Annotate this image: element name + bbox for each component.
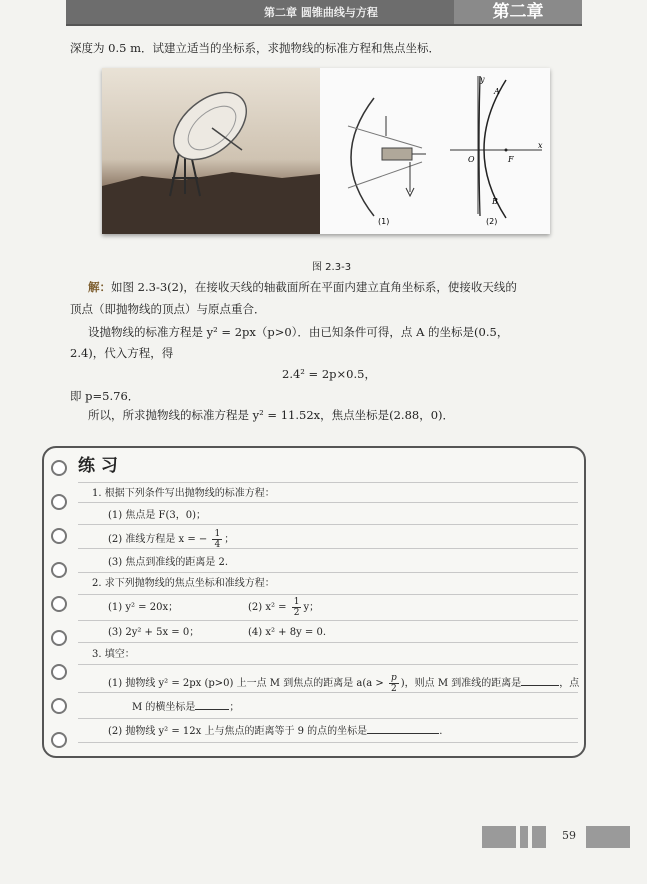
exercise-q3: 3. 填空： (92, 649, 135, 660)
footer-bar (586, 826, 630, 848)
page-header (66, 0, 582, 26)
radio-telescope-photo (102, 68, 320, 234)
page-number: 59 (562, 829, 576, 842)
x-axis-label: x (538, 141, 543, 150)
binder-ring-icon (51, 528, 67, 544)
exercise-q3-2: (2) 抛物线 y² = 12x 上与焦点的距离等于 9 的点的坐标是 . (108, 726, 443, 737)
dish-cross-section-icon (326, 76, 438, 226)
footer-bar (520, 826, 528, 848)
exercise-q2-1: (1) y² = 20x； (108, 602, 179, 613)
point-a-label: A (494, 87, 500, 96)
exercise-q3-1-line2: M 的横坐标是 ； (132, 702, 240, 713)
radio-telescope-icon (102, 68, 320, 234)
origin-label: O (468, 155, 475, 164)
solution-line-2: 顶点（即抛物线的顶点）与原点重合． (70, 302, 266, 316)
exercise-q2-3: (3) 2y² + 5x = 0； (108, 627, 200, 638)
exercise-q1-3: (3) 焦点到准线的距离是 2. (108, 557, 229, 568)
footer-bar (482, 826, 516, 848)
exercise-q1-2: (2) 准线方程是 x = − $\frac{1}{4}$ ； (108, 529, 235, 550)
solution-line-4: 2.4)，代入方程，得 (70, 346, 174, 360)
focus-label: F (508, 155, 514, 164)
footer-bar (532, 826, 546, 848)
binder-ring-icon (51, 732, 67, 748)
binder-ring-icon (51, 664, 67, 680)
binder-ring-icon (51, 562, 67, 578)
exercise-q2-4: (4) x² + 8y = 0. (248, 627, 327, 638)
binder-ring-icon (51, 630, 67, 646)
chapter-title: 第二章 圆锥曲线与方程 (264, 6, 378, 19)
exercise-q3-1: (1) 抛物线 y² = 2px (p>0) 上一点 M 到焦点的距离是 a(a > $\frac{p}{2}$ )，则点 M 到准线的距离是 ，点 (108, 673, 580, 694)
solution-line-5: 即 p=5.76． (70, 389, 140, 403)
binder-ring-icon (51, 596, 67, 612)
point-b-label: B (492, 197, 498, 206)
parabola-diagram-icon (444, 72, 548, 228)
exercise-q2-2: (2) x² = $\frac{1}{2}$ y； (248, 597, 320, 618)
y-axis-label: y (480, 75, 485, 84)
binder-ring-icon (51, 494, 67, 510)
answer-blank[interactable] (195, 709, 229, 710)
figure-caption: 图 2.3-3 (312, 262, 352, 273)
answer-blank[interactable] (367, 733, 439, 734)
subfigure-1-label: (1) (378, 217, 390, 226)
subfigure-2-label: (2) (486, 217, 498, 226)
exercise-q1: 1. 根据下列条件写出抛物线的标准方程： (92, 488, 275, 499)
intro-text: 深度为 0.5 m．试建立适当的坐标系，求抛物线的标准方程和焦点坐标． (70, 41, 441, 55)
exercise-title: 练 习 (78, 456, 118, 476)
figure-2-3-3 (102, 68, 550, 234)
binder-ring-icon (51, 460, 67, 476)
solution-line-6: 所以，所求抛物线的标准方程是 y² = 11.52x，焦点坐标是(2.88，0)． (88, 408, 455, 422)
exercise-q2: 2. 求下列抛物线的焦点坐标和准线方程： (92, 578, 275, 589)
exercise-q1-1: (1) 焦点是 F(3，0)； (108, 510, 206, 521)
answer-blank[interactable] (521, 685, 559, 686)
solution-equation: 2.4² = 2p×0.5， (282, 367, 376, 381)
chapter-tab: 第二章 (454, 0, 582, 24)
solution-line-3: 设抛物线的标准方程是 y² = 2px（p>0）．由已知条件可得，点 A 的坐标是(0.5， (88, 325, 509, 339)
solution-label: 解： (88, 280, 111, 294)
binder-ring-icon (51, 698, 67, 714)
solution-line-1: 解：如图 2.3-3(2)，在接收天线的轴截面所在平面内建立直角坐标系，使接收天线的 (88, 280, 517, 294)
